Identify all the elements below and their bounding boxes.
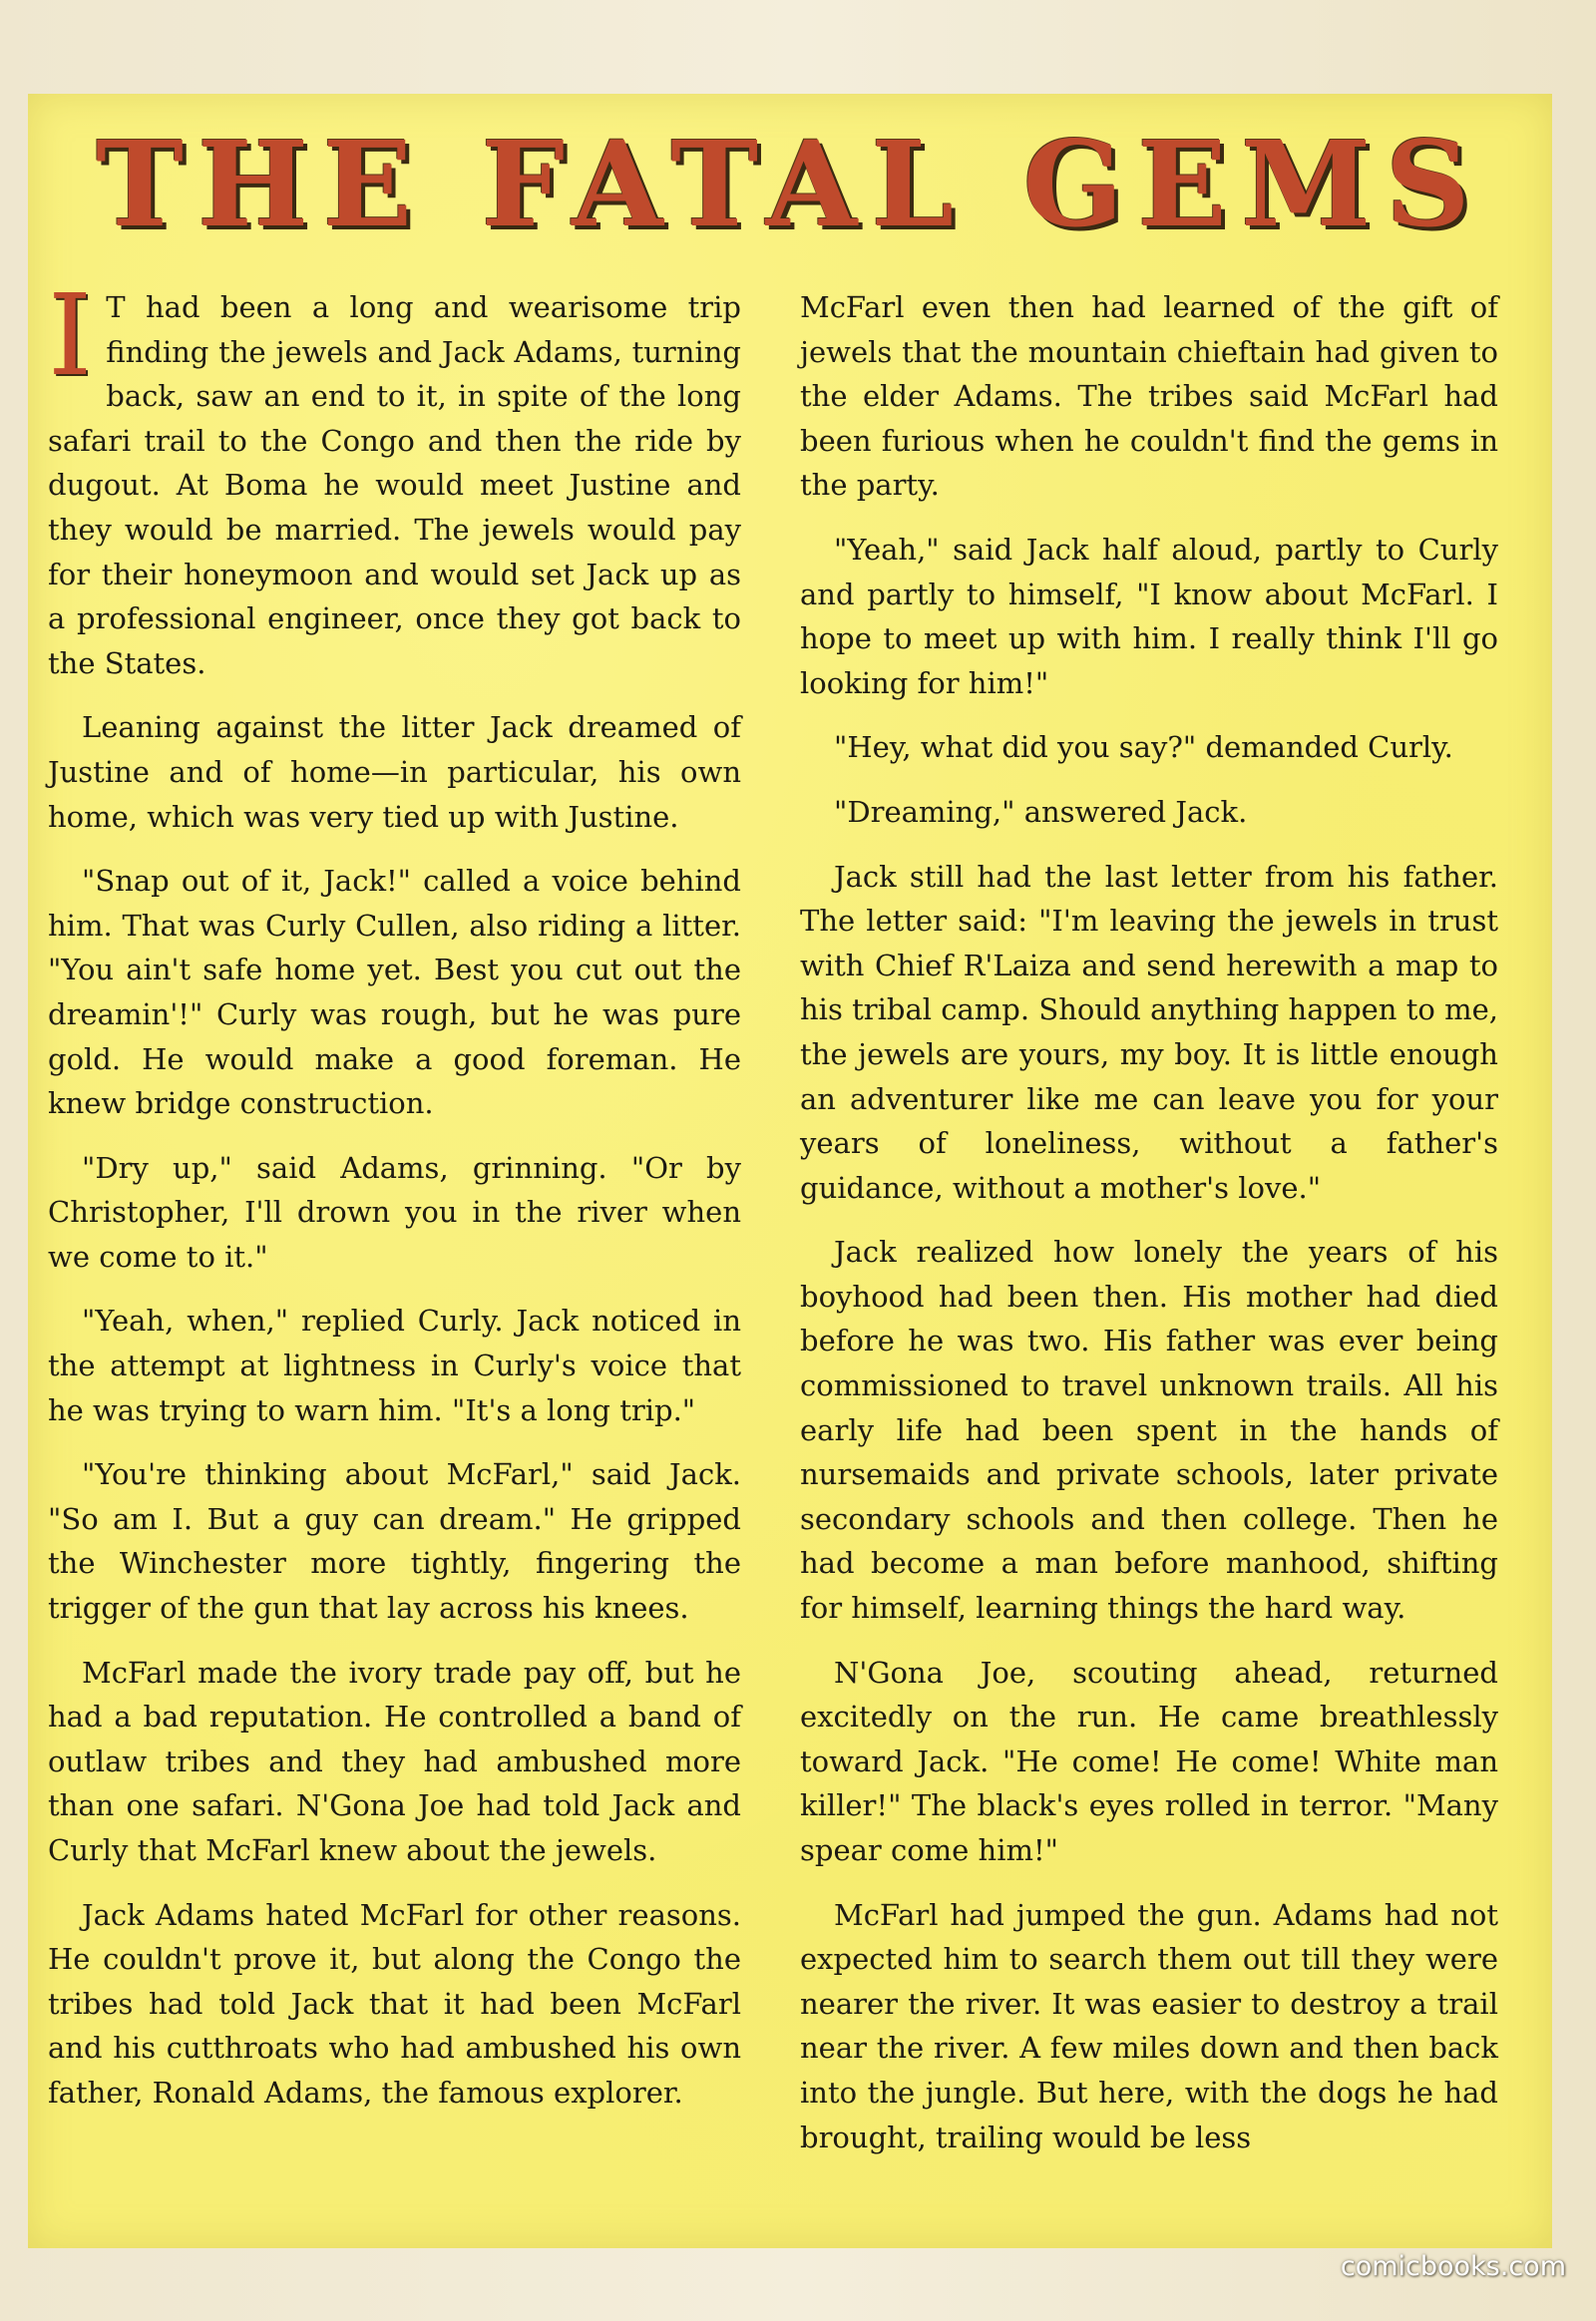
paragraph: "Hey, what did you say?" demanded Curly. [834,730,1453,765]
paragraph: "You're thinking about McFarl," said Jack. "So am I. But a guy can dream." He gripped the Winchester more tightly, fingering the trigger of the gun that lay across his knees. [48,1457,741,1626]
paragraph: N'Gona Joe, scouting ahead, returned excitedly on the run. He came breathlessly toward Jack. "He come! He come! White man killer!" The black's eyes rolled in terror. "Many spear come him!" [800,1655,1498,1867]
story-title: THE FATAL GEMS [96,115,1484,253]
paragraph: "Dreaming," answered Jack. [834,794,1248,829]
left-column [48,271,741,2215]
paragraph: Leaning against the litter Jack dreamed of Justine and of home—in particular, his own home, which was very tied up with Justine. [48,710,741,834]
paragraph: McFarl had jumped the gun. Adams had not expected him to search them out till they were nearer the river. It was easier to destroy a trail near the river. A few miles down and then back into the jungle. But here, with the dogs he had brought, trailing would be less [800,1897,1498,2154]
right-column [800,285,1498,2215]
watermark: comicbooks.com [1340,2251,1566,2282]
paragraph-text: T had been a long and wearisome trip finding the jewels and Jack Adams, turning back, saw an end to it, in spite of the long safari trail to the Congo and then the ride by dugout. At Boma he would meet Justine and they would be married. The jewels would pay for their honeymoon and would set Jack up as a professional engineer, once they got back to the States. [48,290,741,680]
paragraph: Jack still had the last letter from his father. The letter said: "I'm leaving the jewels in trust with Chief R'Laiza and send herewith a map to his tribal camp. Should anything happen to me, the jewels are yours, my boy. It is little enough an adventurer like me can leave you for your years of loneliness, without a father's guidance, without a mother's love." [800,859,1498,1205]
paragraph: "Yeah," said Jack half aloud, partly to Curly and partly to himself, "I know about McFarl. I hope to meet up with him. I really think I'll go looking for him!" [800,532,1498,700]
paragraph: "Yeah, when," replied Curly. Jack noticed in the attempt at lightness in Curly's voice that he was trying to warn him. "It's a long trip." [48,1304,741,1427]
paragraph: McFarl even then had learned of the gift of jewels that the mountain chieftain had given to the elder Adams. The tribes said McFarl had been furious when he couldn't find the gems in the party. [800,290,1498,503]
paragraph: McFarl made the ivory trade pay off, but he had a bad reputation. He controlled a band of outlaw tribes and they had ambushed more than one safari. N'Gona Joe had told Jack and Curly that McFarl knew about the jewels. [48,1655,741,1867]
paragraph: Jack Adams hated McFarl for other reasons. He couldn't prove it, but along the Congo the tribes had told Jack that it had been McFarl and his cutthroats who had ambushed his own father, Ronald Adams, the famous explorer. [48,1897,741,2110]
paragraph [48,271,741,685]
paragraph: "Dry up," said Adams, grinning. "Or by Christopher, I'll drown you in the river when we come to it." [48,1150,741,1274]
paragraph: "Snap out of it, Jack!" called a voice behind him. That was Curly Cullen, also riding a litter. "You ain't safe home yet. Best you cut out the dreamin'!" Curly was rough, but he was pure gold. He would make a good foreman. He knew bridge construction. [48,864,741,1121]
paragraph: Jack realized how lonely the years of his boyhood had been then. His mother had died before he was two. His father was ever being commissioned to travel unknown trails. All his early life had been spent in the hands of nursemaids and private schools, later private secondary schools and then college. Then he had become a man before manhood, shifting for himself, learning things the hard way. [800,1235,1498,1626]
drop-cap: I [48,271,93,401]
